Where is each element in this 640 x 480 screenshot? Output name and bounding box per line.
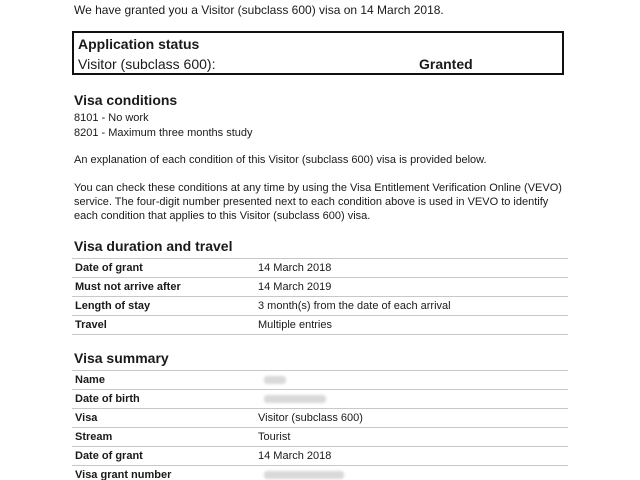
row-label: Date of grant: [72, 447, 255, 466]
table-row: [72, 409, 568, 428]
row-label: Name: [72, 371, 255, 390]
row-value: 14 March 2018: [255, 259, 568, 278]
table-row: [72, 428, 568, 447]
table-row: [72, 447, 568, 466]
row-label: Date of grant: [72, 259, 255, 278]
row-label: Stream: [72, 428, 255, 447]
row-value-redacted: [255, 371, 568, 390]
row-value: Multiple entries: [255, 316, 568, 335]
visa-conditions-list: [74, 111, 253, 141]
table-row: [72, 466, 568, 480]
row-label: Length of stay: [72, 297, 255, 316]
redacted-name: [264, 376, 286, 384]
row-label: Travel: [72, 316, 255, 335]
application-status-box: [72, 31, 564, 75]
vevo-paragraph: You can check these conditions at any time by using the Visa Entitlement Verification Online (VEVO) service. The four-digit number presented next to each condition above is used in VEVO to identify each condition that applies to this Visitor (subclass 600) visa.: [74, 182, 562, 222]
row-label: Visa grant number: [72, 466, 255, 480]
application-status-value: Granted: [419, 56, 473, 72]
visa-condition-item: 8201 - Maximum three months study: [74, 127, 253, 139]
summary-table: [72, 370, 568, 480]
row-label: Visa: [72, 409, 255, 428]
duration-section-title: Visa duration and travel: [74, 238, 233, 254]
row-label: Must not arrive after: [72, 278, 255, 297]
visa-condition-item: 8101 - No work: [74, 112, 149, 124]
intro-text: We have granted you a Visitor (subclass 600) visa on 14 March 2018.: [74, 3, 444, 17]
duration-table: [72, 258, 568, 335]
summary-section-title: Visa summary: [74, 350, 169, 366]
row-value: Tourist: [255, 428, 568, 447]
table-row: [72, 259, 568, 278]
row-value: 3 month(s) from the date of each arrival: [255, 297, 568, 316]
row-label: Date of birth: [72, 390, 255, 409]
row-value: 14 March 2019: [255, 278, 568, 297]
table-row: [72, 371, 568, 390]
row-value-redacted: [255, 390, 568, 409]
application-status-title: Application status: [78, 36, 200, 52]
table-row: [72, 297, 568, 316]
conditions-explanation: An explanation of each condition of this Visitor (subclass 600) visa is provided below.: [74, 154, 487, 166]
table-row: [72, 390, 568, 409]
redacted-grant-number: [264, 471, 344, 479]
application-status-label: Visitor (subclass 600):: [78, 56, 216, 72]
table-row: [72, 316, 568, 335]
row-value-redacted: [255, 466, 568, 480]
redacted-date-of-birth: [264, 395, 326, 403]
table-row: [72, 278, 568, 297]
visa-conditions-title: Visa conditions: [74, 92, 178, 108]
row-value: 14 March 2018: [255, 447, 568, 466]
row-value: Visitor (subclass 600): [255, 409, 568, 428]
